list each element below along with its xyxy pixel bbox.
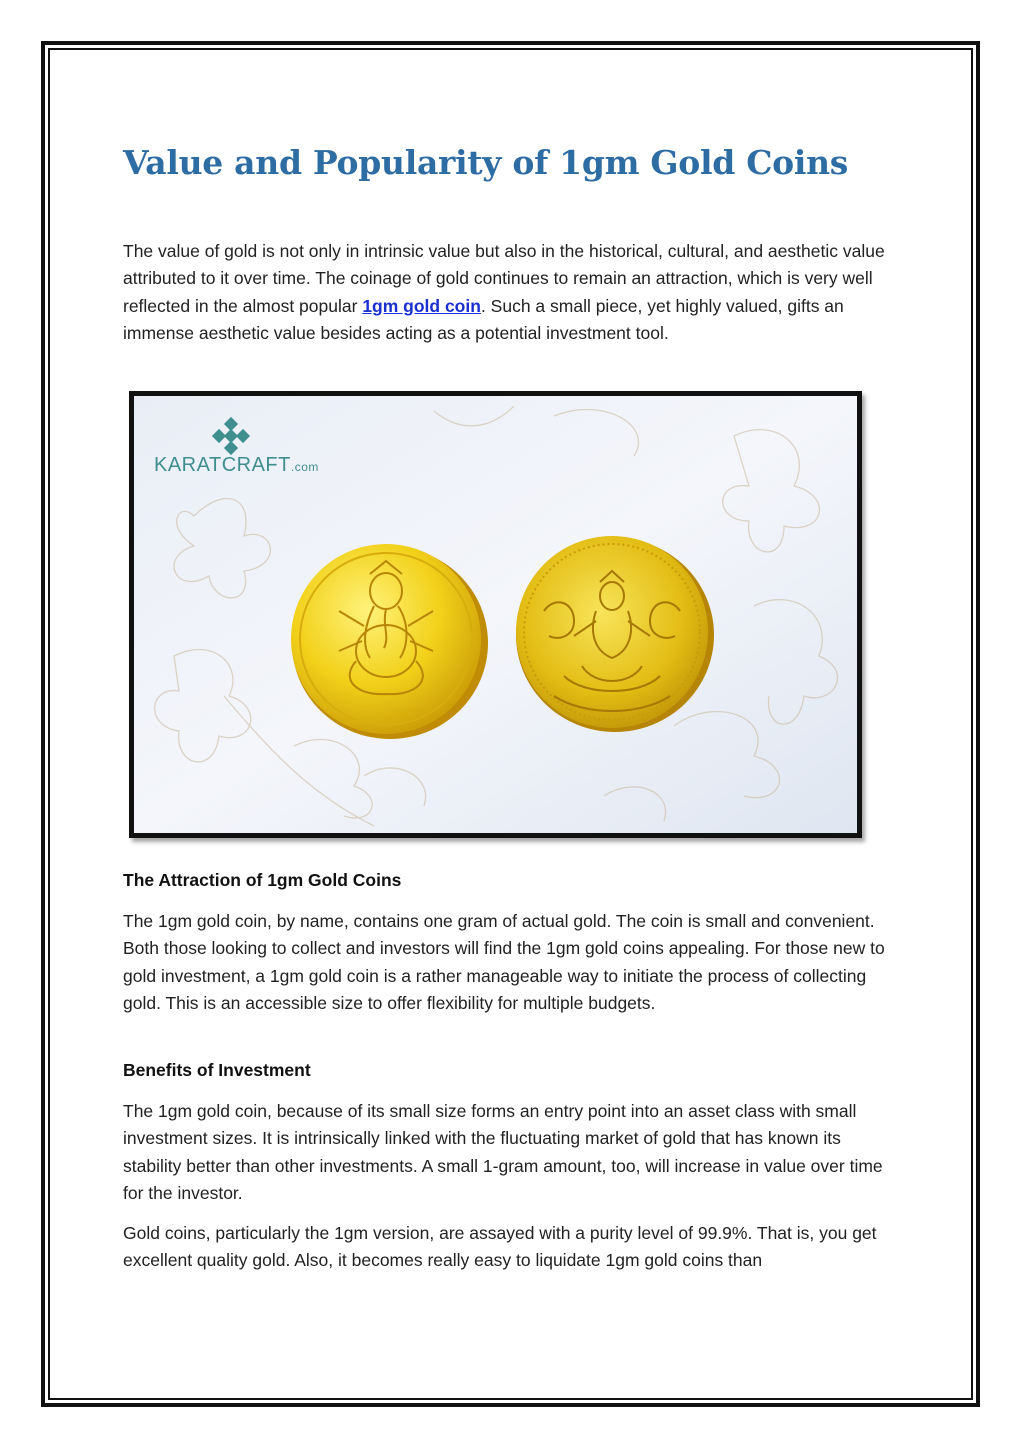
gold-coin-link[interactable]: 1gm gold coin [362,295,481,316]
section-heading-benefits: Benefits of Investment [123,1060,311,1080]
benefits-paragraph-2: Gold coins, particularly the 1gm version, are assayed with a purity level of 99.9%. That is, you get excellent quality gold. Also, it becomes really easy to liquidate 1gm gold coins than [123,1223,877,1271]
product-image [129,391,862,838]
intro-text-start: The value of gold is not only in intrinsic value but also in the historical, cultural, and aesthetic value attributed to it over time. The coinage of gold continues to remain an attraction, which is very well reflected in the almost popular [123,241,885,316]
intro-paragraph [123,238,903,347]
benefits-paragraph-1: The 1gm gold coin, because of its small size forms an entry point into an asset class with small investment sizes. It is intrinsically linked with the fluctuating market of gold that has known its stability better than other investments. A small 1-gram amount, too, will increase in value over time for the investor. [123,1101,883,1203]
section-heading-attraction: The Attraction of 1gm Gold Coins [123,870,402,890]
attraction-paragraph: The 1gm gold coin, by name, contains one gram of actual gold. The coin is small and convenient. Both those looking to collect and investors will find the 1gm gold coins appealing. For those new to gold investment, a 1gm gold coin is a rather manageable way to initiate the process of collecting gold. This is an accessible size to offer flexibility for multiple budgets. [123,911,885,1013]
brand-suffix: .com [290,460,319,474]
brand-name: KARATCRAFT [154,454,291,476]
page-title: Value and Popularity of 1gm Gold Coins [123,143,849,182]
intro-text-end: . Such a small piece, yet highly valued, gifts an immense aesthetic value besides acting as a potential investment tool. [123,295,844,343]
